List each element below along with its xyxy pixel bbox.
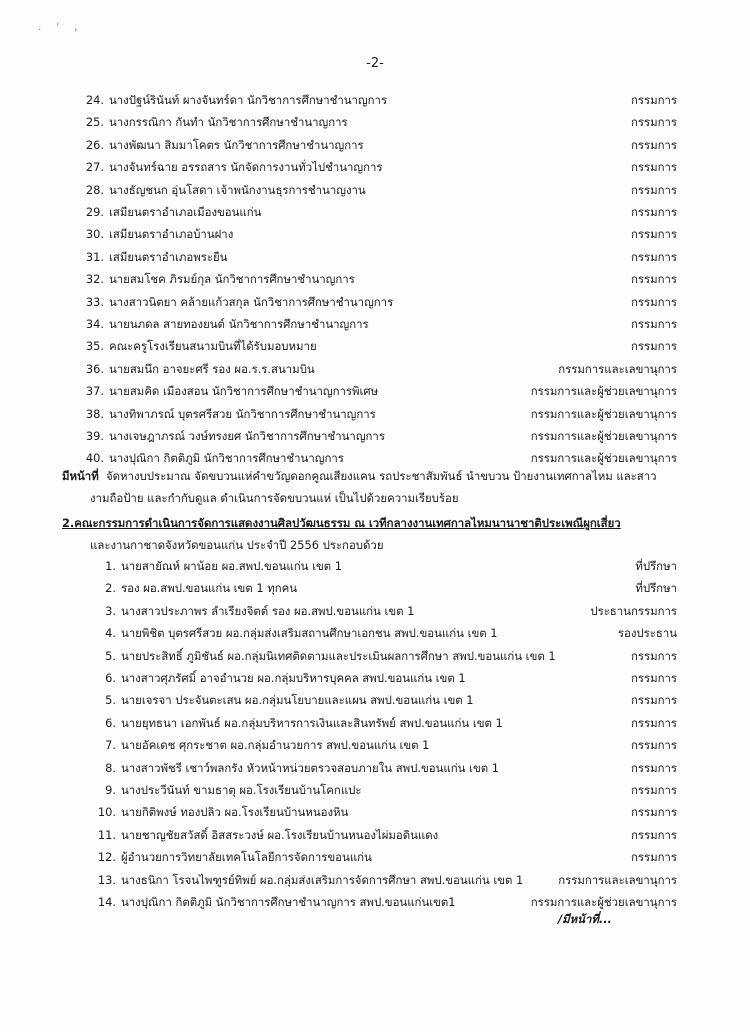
member-name: ผู้อำนวยการวิทยาลัยเทคโนโลยีการจัดการขอนแก่น (121, 850, 372, 865)
member-role: กรรมการ (630, 115, 677, 130)
member-row (82, 404, 677, 424)
member-number: 28. (85, 182, 104, 197)
member-role: กรรมการ (630, 648, 677, 663)
member-row (82, 292, 677, 312)
member-row (92, 780, 677, 800)
section2-title-line2 (90, 534, 384, 556)
member-role: กรรมการ (630, 850, 677, 865)
member-number: 1. (105, 559, 116, 573)
member-name: นายประสิทธิ์ ภูมิชันธ์ ผอ.กลุ่มนิเทศติดตามและประเมินผลการศึกษา สพป.ขอนแก่น เขต 1 (121, 648, 556, 663)
member-number: 9. (105, 783, 116, 797)
member-number: 31. (85, 249, 104, 264)
member-row (82, 112, 677, 132)
member-name: นางสาวประภาพร ลำเรียงจิตต์ รอง ผอ.สพป.ขอนแก่น เขต 1 (121, 603, 415, 618)
member-name: นายอัคเดช ศุกระชาต ผอ.กลุ่มอำนวยการ สพป.ขอนแก่น เขต 1 (121, 738, 430, 753)
member-row (82, 426, 677, 446)
member-row (82, 157, 677, 177)
member-role: กรรมการและผู้ช่วยเลขานุการ (530, 406, 677, 421)
member-name: นายกิติพงษ์ ทองปลิว ผอ.โรงเรียนบ้านหนองหิน (121, 805, 349, 820)
member-number: 5. (105, 693, 116, 708)
section2-title (62, 512, 621, 534)
member-role: กรรมการและผู้ช่วยเลขานุการ (530, 429, 677, 443)
member-name: นายสมนึก อาจยะศรี รอง ผอ.ร.ร.สนามบิน (109, 361, 315, 376)
member-name: นายสมโชค ภิรมย์กุล นักวิชาการศึกษาชำนาญการ (109, 272, 355, 287)
member-name: นายสมคิด เมืองสอน นักวิชาการศึกษาชำนาญการพิเศษ (109, 384, 379, 399)
member-row (92, 646, 677, 666)
member-name: เสมียนตราอำเภอพระยืน (109, 249, 228, 264)
duty-text-2: งามถือป้าย และกำกับดูแล ดำเนินการจัดขบวนแห่ เป็นไปด้วยความเรียบร้อย (90, 491, 459, 505)
page-number: -2- (366, 56, 384, 71)
member-role: กรรมการ (630, 137, 677, 152)
member-role: กรรมการ (630, 671, 677, 685)
continued-marker: /มีหน้าที่... (558, 912, 612, 926)
duty-line-2 (90, 487, 459, 509)
member-role: กรรมการ (630, 272, 677, 287)
member-row (92, 825, 677, 845)
member-number: 38. (85, 406, 104, 421)
member-role: กรรมการ (630, 760, 677, 775)
member-row (82, 314, 677, 334)
member-name: นายสายัณห์ ผาน้อย ผอ.สพป.ขอนแก่น เขต 1 (121, 559, 343, 573)
section2-title-text-2: และงานกาชาดจังหวัดขอนแก่น ประจำปี 2556 ประกอบด้วย (90, 538, 384, 552)
member-role: กรรมการ (630, 227, 677, 242)
member-role: รองประธาน (617, 626, 677, 641)
member-row (92, 578, 677, 598)
member-name: นายเจรจา ประจันตะเสน ผอ.กลุ่มนโยบายและแผน สพป.ขอนแก่น เขต 1 (121, 693, 474, 708)
member-role: กรรมการ (630, 93, 677, 107)
member-row (92, 758, 677, 778)
member-number: 25. (85, 115, 104, 130)
member-number: 35. (85, 339, 104, 354)
member-role: กรรมการ (630, 205, 677, 219)
member-name: นางสาวศุภรัศมิ์ อาจอำนวย ผอ.กลุ่มบริหารบุคคล สพป.ขอนแก่น เขต 1 (121, 671, 466, 685)
member-name: นางกรรณิกา กันทำ นักวิชาการศึกษาชำนาญการ (109, 115, 348, 130)
member-name: นายชาญชัยสวัสดิ์ อิสสระวงษ์ ผอ.โรงเรียนบ้านหนองไผ่มอดินแดง (121, 827, 439, 842)
member-number: 36. (85, 361, 104, 376)
duty-text-1: จัดหางบประมาณ จัดขบวนแห่คำขวัญดอกคูณเสียงแคน รถประชาสัมพันธ์ นำขบวน ป้ายงานเทศกาลไหม และสาว (105, 469, 657, 483)
member-row (82, 180, 677, 200)
member-role: กรรมการ (630, 339, 677, 354)
member-role: กรรมการ (630, 294, 677, 309)
member-row (82, 359, 677, 379)
member-name: นายยุทธนา เอกพันธ์ ผอ.กลุ่มบริหารการเงินและสินทรัพย์ สพป.ขอนแก่น เขต 1 (121, 715, 503, 730)
member-number: 6. (105, 671, 116, 685)
duty-label: มีหน้าที่ (62, 469, 99, 483)
member-number: 8. (105, 760, 116, 775)
scan-marks: . ' , (38, 22, 84, 33)
member-name: นางปัฐน์รินันท์ ผางจันทร์ดา นักวิชาการศึกษาชำนาญการ (109, 93, 388, 107)
member-role: กรรมการและเลขานุการ (558, 872, 677, 887)
member-row (92, 713, 677, 733)
member-role: กรรมการ (630, 738, 677, 753)
member-role: กรรมการและผู้ช่วยเลขานุการ (530, 451, 677, 466)
member-name: นางพัฒนา สิมมาโคตร นักวิชาการศึกษาชำนาญการ (109, 137, 364, 152)
member-number: 24. (85, 93, 104, 107)
member-number: 40. (85, 451, 104, 466)
member-role: กรรมการ (630, 182, 677, 197)
member-name: นางทิพาภรณ์ บุตรศรีสวย นักวิชาการศึกษาชำนาญการ (109, 406, 376, 421)
member-name: คณะครูโรงเรียนสนามบินที่ได้รับมอบหมาย (109, 339, 317, 354)
member-name: เสมียนตราอำเภอบ้านฝาง (109, 227, 234, 242)
member-role: ที่ปรึกษา (635, 559, 677, 573)
member-name: นายนภดล สายทองยนต์ นักวิชาการศึกษาชำนาญการ (109, 317, 369, 331)
member-number: 6. (105, 715, 116, 730)
member-row (92, 802, 677, 822)
member-role: กรรมการ (630, 783, 677, 797)
member-role: กรรมการ (630, 317, 677, 331)
member-number: 39. (85, 429, 104, 443)
member-name: นางธัญชนก อุ่นโสดา เจ้าพนักงานธุรการชำนาญงาน (109, 182, 366, 197)
member-number: 14. (97, 895, 116, 909)
member-row (92, 870, 677, 890)
member-row (82, 224, 677, 244)
member-number: 34. (85, 317, 104, 331)
member-row (92, 556, 677, 576)
member-role: กรรมการ (630, 249, 677, 264)
member-name: รอง ผอ.สพป.ขอนแก่น เขต 1 ทุกคน (121, 581, 298, 596)
member-row (92, 847, 677, 867)
member-role: ที่ปรึกษา (635, 581, 677, 596)
member-number: 33. (85, 294, 104, 309)
member-row (92, 623, 677, 643)
member-number: 26. (85, 137, 104, 152)
member-row (82, 269, 677, 289)
member-row (82, 336, 677, 356)
member-role: กรรมการและเลขานุการ (558, 361, 677, 376)
member-row (82, 202, 677, 222)
member-number: 5. (105, 648, 116, 663)
member-name: นางเจษฎาภรณ์ วงษ์ทรงยศ นักวิชาการศึกษาชำนาญการ (109, 429, 385, 443)
member-number: 32. (85, 272, 104, 287)
section2-title-text: 2.คณะกรรมการดำเนินการจัดการแสดงงานศิลปวัฒนธรรม ณ เวทีกลางงานเทศกาลไหมนานาชาติประเพณีผูกเสี่ยว (62, 516, 621, 530)
member-name: นายพิชิต บุตรศรีสวย ผอ.กลุ่มส่งเสริมสถานศึกษาเอกชน สพป.ขอนแก่น เขต 1 (121, 626, 498, 641)
member-name: นางสาวนิตยา คล้ายแก้วสกุล นักวิชาการศึกษาชำนาญการ (109, 294, 394, 309)
member-number: 30. (85, 227, 104, 242)
member-row (92, 735, 677, 755)
member-number: 11. (97, 827, 116, 842)
member-number: 3. (105, 603, 116, 618)
member-role: กรรมการ (630, 805, 677, 820)
member-row (92, 601, 677, 621)
member-row (92, 668, 677, 688)
member-row (82, 247, 677, 267)
member-role: ประธานกรรมการ (590, 603, 677, 618)
member-role: กรรมการและผู้ช่วยเลขานุการ (530, 384, 677, 399)
member-name: เสมียนตราอำเภอเมืองขอนแก่น (109, 205, 262, 219)
member-row (82, 381, 677, 401)
member-row (82, 135, 677, 155)
member-name: นางธนิกา โรจนไพฑูรย์ทิพย์ ผอ.กลุ่มส่งเสริมการจัดการศึกษา สพป.ขอนแก่น เขต 1 (121, 872, 524, 887)
member-row (92, 690, 677, 710)
member-number: 10. (97, 805, 116, 820)
member-row (82, 90, 677, 110)
member-role: กรรมการ (630, 160, 677, 175)
member-name: นางปุณิกา กิตติภูมิ นักวิชาการศึกษาชำนาญการ (109, 451, 344, 466)
member-number: 2. (105, 581, 116, 596)
member-number: 12. (97, 850, 116, 865)
member-number: 4. (105, 626, 116, 641)
member-role: กรรมการ (630, 715, 677, 730)
member-name: นางประวีนันท์ ขามธาตุ ผอ.โรงเรียนบ้านโคกแปะ (121, 783, 362, 797)
member-name: นางจันทร์ฉาย อรรถสาร นักจัดการงานทั่วไปชำนาญการ (109, 160, 383, 175)
member-role: กรรมการและผู้ช่วยเลขานุการ (530, 895, 677, 909)
member-role: กรรมการ (630, 693, 677, 708)
member-name: นางสาวพัชรี เชาว์พลกรัง หัวหน้าหน่วยตรวจสอบภายใน สพป.ขอนแก่น เขต 1 (121, 760, 500, 775)
member-number: 37. (85, 384, 104, 399)
member-number: 7. (105, 738, 116, 753)
member-name: นางปุณิกา กิตติภูมิ นักวิชาการศึกษาชำนาญการ สพป.ขอนแก่นเขต1 (121, 895, 456, 909)
member-number: 29. (85, 205, 104, 219)
member-number: 27. (85, 160, 104, 175)
member-row (92, 892, 677, 912)
member-number: 13. (97, 872, 116, 887)
duty-line-1 (62, 465, 657, 487)
member-role: กรรมการ (630, 827, 677, 842)
